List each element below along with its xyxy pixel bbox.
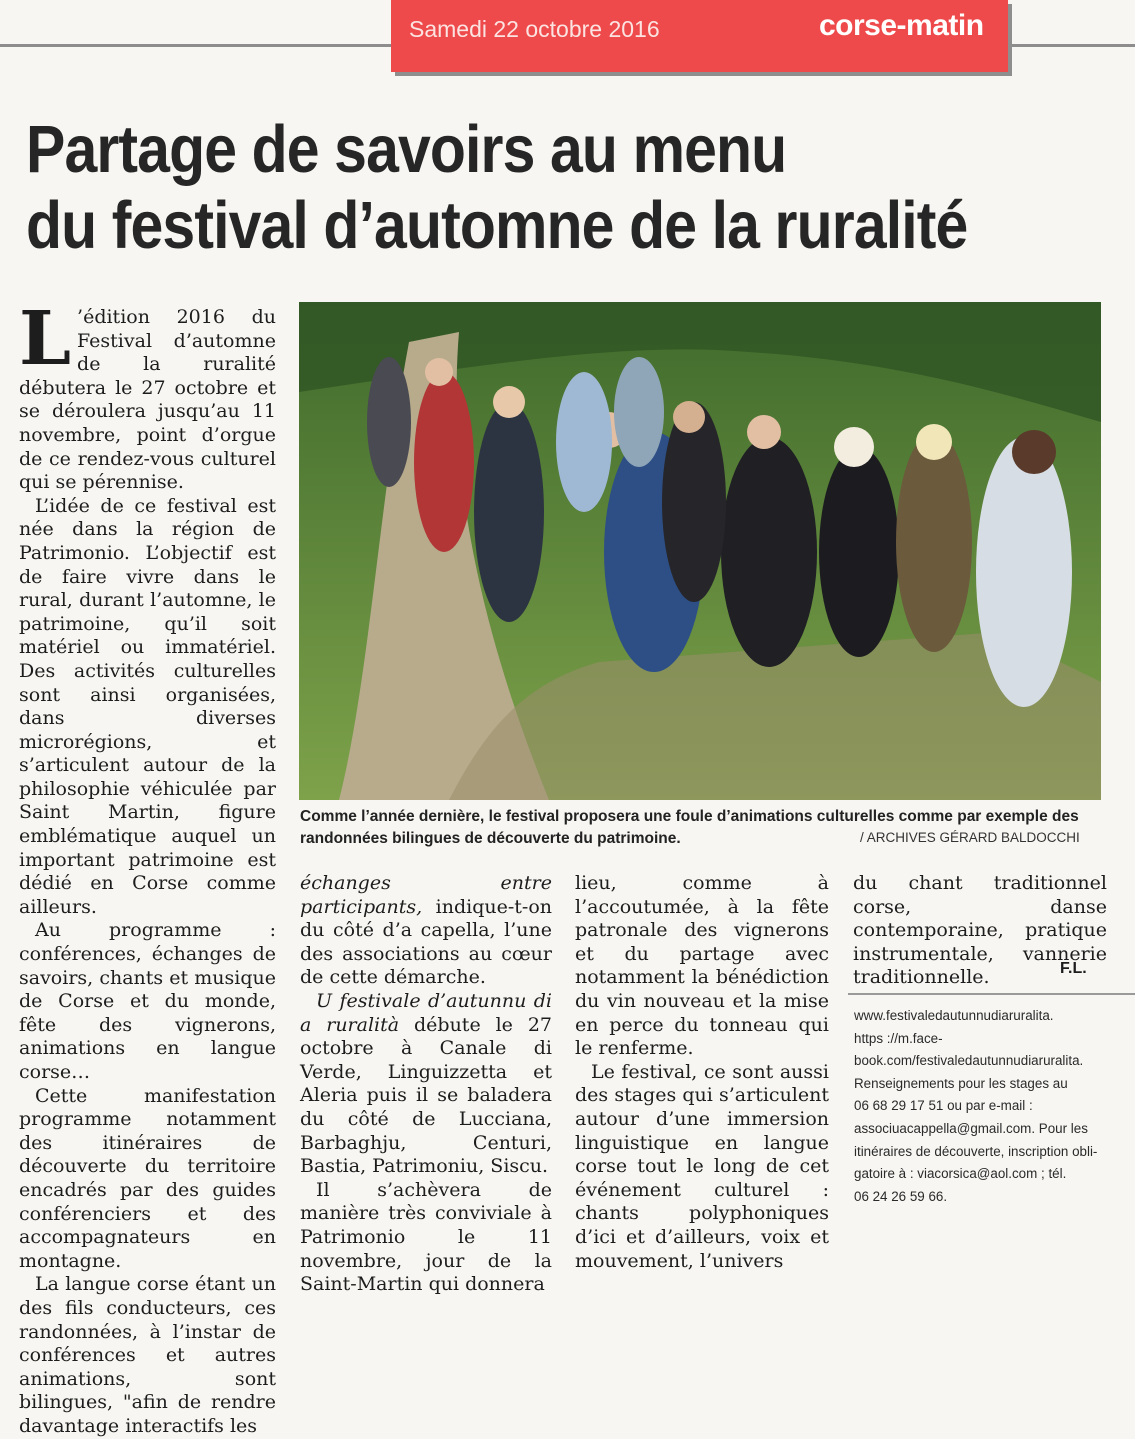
info-line: associuacappella@gmail.com. Pour les [854,1120,1088,1136]
photo-caption: Comme l’année dernière, le festival proposera une foule d’animations culturelles comme par exemple des randonnées bilingues de découverte du patrimoine. [300,808,1079,847]
article-photo [299,302,1101,800]
article-paragraph: La langue corse étant un des fils conducteurs, ces randonnées, à l’instar de conférences et autres animations, sont bilingues, "afin de rendre davantage interactifs les [19,1273,276,1437]
info-line: itinéraires de découverte, inscription obli- [854,1143,1098,1159]
article-paragraph: Au programme : conférences, échanges de savoirs, chants et musique de Corse et du monde, fête des vignerons, animations en langue corse… [19,919,276,1083]
paragraph-text: débute le 27 octobre à Canale di Verde, Linguizzetta et Aleria puis il se baladera du côté de Lucciana, Barbaghju, Centuri, Bastia, Patrimoniu, Siscu. [300,1013,552,1178]
article-column-2 [300,872,552,1297]
article-paragraph: Le festival, ce sont aussi des stages qui s’articulent autour d’une immersion linguistique en langue corse tout le long de cet événement culturel : chants polyphoniques d’ici et d’ailleurs, voix et mouvement, l’univers [575,1060,829,1272]
article-paragraph: lieu, comme à l’accoutumée, à la fête patronale des vignerons et du partage avec notamment la bénédiction du vin nouveau et la mise en perce du tonneau qui le renferme. [575,872,829,1060]
headline-line-2: du festival d’automne de la ruralité [26,188,968,263]
quote-text: échanges entre participants, [300,872,552,918]
article-paragraph [19,296,276,495]
article-headline [26,112,994,264]
masthead-band [391,0,1008,72]
newspaper-logo: corse-matin [819,9,984,42]
info-line: https ://m.face- [854,1030,943,1046]
info-line: 06 68 29 17 51 ou par e-mail : [854,1098,1033,1114]
info-line: book.com/festivaledautunnudiaruralita. [854,1053,1084,1069]
article-paragraph: L’idée de ce festival est née dans la région de Patrimonio. L’objectif est de faire vivre dans le rural, durant l’automne, le patrimoine, qu’il soit matériel ou immatériel. Des activités culturelles sont ainsi organisées, dans diverses microrégions, et s’articulent autour de la philosophie véhiculée par Saint Martin, figure emblématique auquel un important patrimoine est dédié en Corse comme ailleurs. [19,494,276,918]
article-paragraph [300,872,552,990]
info-box [848,993,1135,1223]
info-line: 06 24 26 59 66. [854,1188,948,1204]
photo-credit: / ARCHIVES GÉRARD BALDOCCHI [860,830,1080,845]
info-line: gatoire à : viacorsica@aol.com ; tél. [854,1166,1067,1182]
hikers-photo [299,302,1101,800]
info-line: Renseignements pour les stages au [854,1075,1068,1091]
article-paragraph: Cette manifestation programme notamment des itinéraires de découverte du territoire encadrés par des guides conférenciers et des accompagnateurs en montagne. [19,1084,276,1272]
article-column-3 [575,872,829,1273]
paragraph-text: indique-t-on du côté d’a capella, l’une des associations au cœur de cette démarche. [300,895,552,989]
author-signature: F.L. [1060,960,1087,977]
info-line: www.festivaledautunnudiaruralita. [854,1008,1054,1023]
drop-cap: L [19,296,72,382]
article-paragraph [300,990,552,1179]
headline-line-1: Partage de savoirs au menu [26,112,787,187]
paragraph-text: ’édition 2016 du Festival d’automne de la ruralité débutera le 27 octobre et se déroulera jusqu’au 11 novembre, point d’orgue de ce rendez-vous culturel qui se pérennise. [19,306,276,494]
festival-name: U festivale d’autunnu di a ruralità [300,989,552,1036]
article-paragraph: Il s’achèvera de manière très conviviale à Patrimonio le 11 novembre, jour de la Saint-Martin qui donnera [300,1178,552,1296]
article-column-1 [19,296,276,1439]
issue-date: Samedi 22 octobre 2016 [409,16,660,42]
article-paragraph: du chant traditionnel corse, danse contemporaine, pratique instrumentale, vannerie traditionnelle. [853,872,1107,989]
